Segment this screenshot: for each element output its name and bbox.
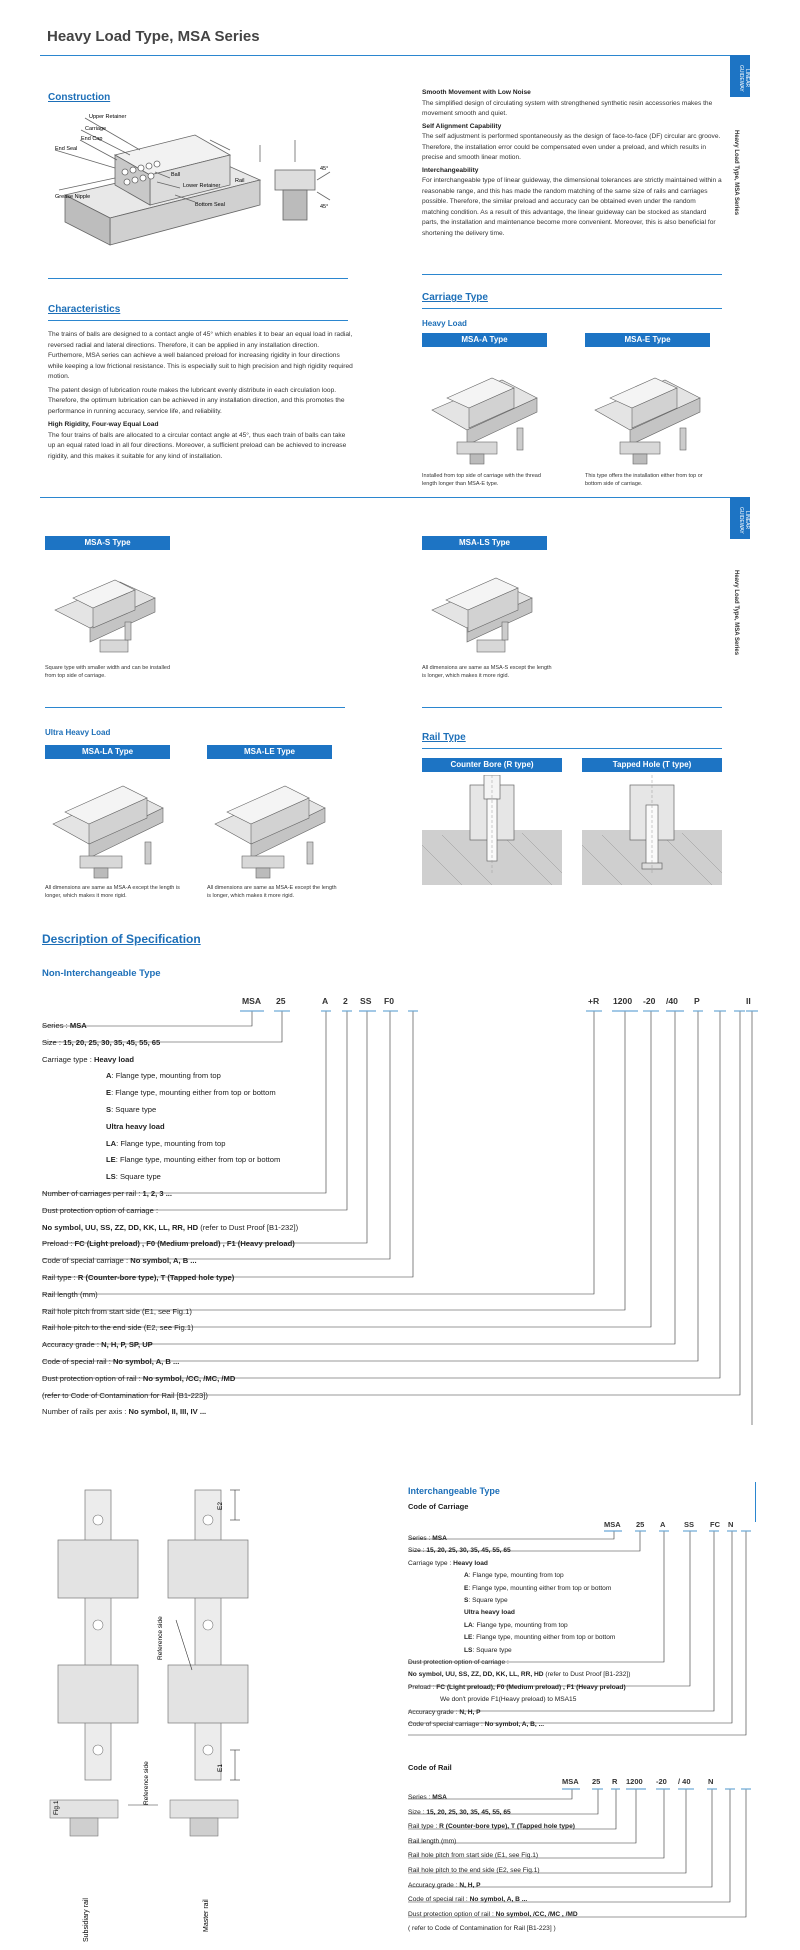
spec-value: (E1, see Fig.1)	[142, 1306, 192, 1316]
reference-side-label-bottom: Reference side	[143, 1761, 150, 1805]
spec-value: MSA	[69, 1021, 87, 1030]
label-upper-retainer: Upper Retainer	[89, 114, 127, 120]
ir-label: Size	[408, 1808, 421, 1816]
code-of-rail-heading: Code of Rail	[408, 1763, 452, 1772]
ir-code-e2: / 40	[678, 1777, 691, 1786]
characteristics-p3: The four trains of balls are allocated to a circular contact angle at 45°, thus each train of balls can take up an equal rated load in all four directions. Moreover, a sufficient preload can be achieved to increase rigidity, and this makes it suitable for any kind of installation.	[48, 431, 347, 460]
label-angle-bottom: 45°	[320, 204, 329, 210]
e1-label: E1	[217, 1764, 224, 1772]
spec-label: Ultra heavy load	[106, 1121, 165, 1131]
ultra-heavy-heading: Ultra Heavy Load	[45, 728, 111, 737]
ic-value: : Square type	[468, 1597, 508, 1605]
ir-code-type: R	[612, 1777, 618, 1786]
label-lower-retainer: Lower Retainer	[183, 183, 221, 189]
spec-value: No symbol, A, B ...	[130, 1256, 197, 1266]
spec-value: No symbol, II, III, IV ...	[128, 1407, 207, 1417]
ir-label: Series	[408, 1794, 427, 1801]
ic-label: Code of special carriage	[408, 1721, 480, 1729]
carriage-type-heading: Carriage Type	[422, 292, 488, 303]
ic-row-special-carriage: Code of special carriage : No symbol, A, B, ...	[408, 1721, 545, 1729]
ic-value: : Flange type, mounting from top	[472, 1621, 568, 1629]
spec-label: Rail type	[42, 1272, 72, 1282]
ir-label: Rail hole pitch to the end side	[408, 1866, 495, 1874]
interchangeable-marker	[755, 1482, 756, 1522]
spec-value: : Flange type, mounting either from top or bottom	[111, 1088, 276, 1098]
features-divider	[422, 274, 722, 275]
label-ball: Ball	[171, 172, 181, 178]
spec-value: 1, 2, 3 ...	[142, 1188, 173, 1198]
spec-label: (refer to Code of Contamination for Rail [B1-223])	[42, 1390, 208, 1400]
spec-row-accuracy: Accuracy grade : N, H, P, SP, UP	[42, 1340, 153, 1350]
spec-row-special-rail: Code of special rail : No symbol, A, B ...	[42, 1356, 180, 1366]
ic-label: LS	[464, 1646, 473, 1654]
ir-code-size: 25	[592, 1777, 601, 1786]
rail-type-divider	[422, 748, 722, 749]
spec-label: Series	[42, 1021, 64, 1030]
mid-divider	[40, 497, 730, 498]
tab-msa-e: MSA-E Type	[585, 333, 710, 347]
spec-label: E	[106, 1088, 112, 1098]
ic-value: FC (Light preload), F0 (Medium preload) , F1 (Heavy preload)	[436, 1683, 626, 1691]
spec-row-series: Series : MSA	[42, 1021, 87, 1030]
feature-1-title: Smooth Movement with Low Noise	[422, 89, 531, 96]
ir-code-accuracy: N	[708, 1777, 714, 1786]
feature-1-text: The simplified design of circulating system with strengthened synthetic resin accessories makes the movement smooth and quiet.	[422, 99, 713, 117]
ir-label: Code of special rail	[408, 1896, 465, 1904]
header-divider	[40, 55, 730, 56]
msa-ls-caption: All dimensions are same as MSA-S except the length is longer, which makes it more rigid.	[422, 665, 552, 679]
spec-label: Accuracy grade	[42, 1340, 95, 1350]
ir-label: Rail length (mm)	[408, 1837, 457, 1845]
code-dust: SS	[360, 996, 372, 1006]
code-preload: F0	[384, 996, 395, 1006]
ic-value: N, H, P	[459, 1708, 481, 1716]
rail-type-heading: Rail Type	[422, 732, 466, 743]
spec-row-preload: Preload : FC (Light preload) , F0 (Medium preload) , F1 (Heavy preload)	[42, 1239, 295, 1249]
ic-code-preload: FC	[710, 1520, 720, 1529]
ic-label: Ultra heavy load	[464, 1609, 515, 1617]
ic-row-carriage: Carriage type : Heavy load	[408, 1559, 488, 1567]
spec-value: : Flange type, mounting from top	[116, 1138, 226, 1148]
ir-row-size: Size : 15, 20, 25, 30, 35, 45, 55, 65	[408, 1808, 511, 1816]
feature-2	[422, 122, 722, 164]
msa-la-caption: All dimensions are same as MSA-A except the length is longer, which makes it more rigid.	[45, 885, 180, 899]
tab-msa-a: MSA-A Type	[422, 333, 547, 347]
spec-value: No symbol, A, B ...	[112, 1356, 180, 1366]
characteristics-p2: The patent design of lubrication route makes the lubricant evenly distribute in each circulation loop. Therefore, the optimum lubrication can be achieved in any installation direction, and this promotes the performance in running accuracy, service life, and reliability.	[48, 386, 345, 415]
ir-value: MSA	[432, 1794, 447, 1801]
code-e2: /40	[666, 996, 678, 1006]
label-angle-top: 45°	[320, 166, 329, 172]
ic-value: 15, 20, 25, 30, 35, 45, 55, 65	[426, 1547, 511, 1555]
ic-value: Heavy load	[453, 1559, 488, 1567]
fig1-drawing	[40, 1480, 250, 1950]
left-divider-2	[45, 707, 345, 708]
spec-connectors	[0, 1005, 800, 1425]
features-block	[422, 88, 722, 239]
spec-value: (refer to Dust Proof [B1-232])	[198, 1222, 299, 1232]
label-end-seal: End Seal	[55, 146, 78, 152]
characteristics-heading: Characteristics	[48, 304, 121, 315]
ir-code-e1: -20	[656, 1777, 667, 1786]
feature-3-text: For interchangeable type of linear guideway, the dimensional tolerances are strictly maintained within a reasonable range, and this has made the random matching of the same size of rails and carriages possible. Therefore, the similar preload and accuracy can be obtained even under the random matching condition. As a result of this advantage, the linear guideway can be stocked as standard parts, the installation and maintenance become more convenient. Moreover, this is also beneficial for shortening the delivery time.	[422, 177, 722, 237]
construction-diagram	[45, 110, 335, 260]
spec-value: FC (Light preload) , F0 (Medium preload) , F1 (Heavy preload)	[74, 1239, 295, 1249]
non-interchangeable-heading: Non-Interchangeable Type	[42, 968, 161, 979]
spec-value: N, H, P, SP, UP	[101, 1340, 153, 1350]
ir-row-special-rail: Code of special rail : No symbol, A, B ...	[408, 1896, 528, 1904]
spec-label: LE	[106, 1155, 116, 1165]
ic-code-accuracy: N	[728, 1520, 734, 1529]
msa-le-caption: All dimensions are same as MSA-E except the length is longer, which makes it more rigid.	[207, 885, 337, 899]
msa-ls-image	[422, 552, 547, 662]
ic-label: Series	[408, 1535, 427, 1542]
tab-msa-le: MSA-LE Type	[207, 745, 332, 759]
ir-label: Rail type	[408, 1823, 434, 1831]
ic-rail-connectors	[400, 1785, 760, 1945]
ir-value: (E1, see Fig.1)	[494, 1852, 539, 1860]
ic-value: MSA	[432, 1535, 447, 1542]
ir-label: Rail hole pitch from start side	[408, 1852, 494, 1860]
spec-value: 15, 20, 25, 30, 35, 45, 55, 65	[63, 1037, 161, 1047]
spec-row-special-carriage: Code of special carriage : No symbol, A, B ...	[42, 1256, 197, 1266]
characteristics-p3-title: High Rigidity, Four-way Equal Load	[48, 421, 159, 428]
ic-label: A	[464, 1572, 469, 1580]
fig1-label: Fig.1	[53, 1800, 60, 1815]
ic-label: Carriage type	[408, 1559, 448, 1567]
msa-la-image	[45, 762, 170, 882]
tab-msa-la: MSA-LA Type	[45, 745, 170, 759]
ir-value: 15, 20, 25, 30, 35, 45, 55, 65	[426, 1808, 511, 1816]
label-bottom-seal: Bottom Seal	[195, 202, 225, 208]
ir-row-accuracy: Accuracy grade : N, H, P	[408, 1881, 481, 1889]
label-grease-nipple: Grease Nipple	[55, 194, 91, 200]
code-size: 25	[276, 996, 286, 1006]
spec-label: LA	[106, 1138, 117, 1148]
spec-label: Number of carriages per rail	[42, 1188, 137, 1198]
characteristics-divider	[48, 320, 348, 321]
spec-label: Dust protection option of carriage	[42, 1205, 154, 1215]
spec-row-dust-carriage: Dust protection option of carriage :	[42, 1205, 159, 1215]
ic-label: We don't provide F1(Heavy preload) to MSA15	[440, 1696, 577, 1704]
tab-msa-s: MSA-S Type	[45, 536, 170, 550]
tab-msa-ls: MSA-LS Type	[422, 536, 547, 550]
code-rail-type: +R	[588, 996, 600, 1006]
ic-row-preload: Preload : FC (Light preload), F0 (Medium preload) , F1 (Heavy preload)	[408, 1683, 626, 1691]
code-of-carriage-heading: Code of Carriage	[408, 1502, 469, 1511]
spec-value: R (Counter-bore type), T (Tapped hole type)	[77, 1272, 235, 1282]
spec-value: Heavy load	[93, 1054, 135, 1064]
right-divider-2	[422, 707, 722, 708]
spec-label: Rail hole pitch to the end side	[42, 1323, 142, 1333]
ir-value: N, H, P	[459, 1881, 481, 1889]
side-tab-top: LINEAR GUIDEWAY	[730, 55, 750, 97]
ic-label: No symbol, UU, SS, ZZ, DD, KK, LL, RR, HD	[408, 1671, 544, 1679]
ir-value: (E2, see Fig.1)	[496, 1866, 540, 1874]
spec-value: (E2, see Fig.1)	[143, 1323, 194, 1333]
ir-row-dust: Dust protection option of rail : No symbol, /CC, /MC , /MD	[408, 1910, 578, 1918]
ic-value: : Square type	[472, 1646, 512, 1654]
ic-label: Dust protection option of carriage	[408, 1659, 506, 1667]
code-rails: II	[746, 996, 751, 1006]
spec-label: A	[106, 1071, 112, 1081]
ir-row-series: Series : MSA	[408, 1794, 447, 1801]
spec-row-rail-type: Rail type : R (Counter-bore type), T (Tapped hole type)	[42, 1272, 235, 1282]
ir-row-rail-type: Rail type : R (Counter-bore type), T (Tapped hole type)	[408, 1823, 575, 1831]
ic-label: E	[464, 1584, 469, 1592]
ic-label: LE	[464, 1634, 473, 1642]
feature-3	[422, 166, 722, 240]
heavy-load-heading: Heavy Load	[422, 319, 467, 328]
spec-value: No symbol, /CC, /MC, /MD	[142, 1373, 236, 1383]
msa-s-image	[45, 552, 170, 662]
code-e1: -20	[643, 996, 656, 1006]
ir-value: No symbol, /CC, /MC , /MD	[495, 1910, 578, 1918]
side-label-top: Heavy Load Type, MSA Series	[733, 130, 739, 216]
characteristics-p1: The trains of balls are designed to a contact angle of 45° which enables it to bear an equal load in radial, reversed radial and lateral directions. Therefore, it can be applied in any installation direction. Furthemore, MSA series can achieve a well balanced preload for increasing rigidity in four directions while keeping a low frictional resistance. This is especially suit to high precision and high rigidity required motion.	[48, 331, 353, 380]
ic-value: : Flange type, mounting from top	[468, 1572, 564, 1580]
spec-label: Code of special rail	[42, 1356, 107, 1366]
ic-value: No symbol, A, B, ...	[484, 1721, 545, 1729]
reference-side-label-top: Reference side	[157, 1616, 164, 1660]
ic-code-type: A	[660, 1520, 666, 1529]
ic-value: (refer to Dust Proof [B1-232])	[543, 1671, 631, 1679]
spec-value: : Flange type, mounting from top	[111, 1071, 221, 1081]
msa-a-caption: Installed from top side of carriage with the thread length longer than MSA-E type.	[422, 473, 541, 487]
spec-row-dust-rail: Dust protection option of rail : No symbol, /CC, /MC, /MD	[42, 1373, 236, 1383]
construction-heading: Construction	[48, 92, 111, 103]
ic-label: S	[464, 1597, 469, 1605]
ir-code-msa: MSA	[562, 1777, 579, 1786]
subsidiary-rail-label: Subsidiary rail	[83, 1898, 90, 1942]
tab-counter-bore: Counter Bore (R type)	[422, 758, 562, 772]
ic-label: Accuracy grade	[408, 1708, 454, 1716]
ic-code-size: 25	[636, 1520, 645, 1529]
spec-label: Rail length (mm)	[42, 1289, 98, 1299]
ir-code-length: 1200	[626, 1777, 643, 1786]
spec-label: Number of rails per axis	[42, 1407, 123, 1417]
ir-label: Accuracy grade	[408, 1881, 454, 1889]
counter-bore-image	[422, 775, 562, 885]
spec-label: No symbol, UU, SS, ZZ, DD, KK, LL, RR, HD	[42, 1222, 199, 1232]
spec-label: Code of special carriage	[42, 1256, 124, 1266]
page-title: Heavy Load Type, MSA Series	[47, 28, 260, 45]
tab-tapped-hole: Tapped Hole (T type)	[582, 758, 722, 772]
feature-2-title: Self Alignment Capability	[422, 122, 502, 130]
tapped-hole-image	[582, 775, 722, 885]
ir-value: R (Counter-bore type), T (Tapped hole type)	[439, 1823, 575, 1831]
code-accuracy: P	[694, 996, 700, 1006]
ic-value: : Flange type, mounting either from top or bottom	[468, 1584, 612, 1592]
ic-carriage-connectors	[400, 1527, 760, 1747]
feature-1	[422, 88, 722, 120]
spec-label: S	[106, 1104, 112, 1114]
label-end-cap: End Cap	[81, 136, 103, 142]
spec-heading: Description of Specification	[42, 932, 201, 946]
spec-label: Rail hole pitch from start side	[42, 1306, 140, 1316]
spec-label: Size	[42, 1037, 57, 1047]
ic-code-dust: SS	[684, 1520, 695, 1529]
ir-label: ( refer to Code of Contamination for Rail [B1-223] )	[408, 1925, 556, 1933]
spec-label: LS	[106, 1172, 116, 1182]
carriage-type-divider	[422, 308, 722, 309]
master-rail-label: Master rail	[203, 1899, 210, 1932]
msa-a-image	[422, 350, 547, 470]
code-length: 1200	[613, 996, 633, 1006]
ic-label: Size	[408, 1547, 421, 1555]
ir-value: No symbol, A, B ...	[469, 1896, 528, 1904]
spec-label: Carriage type	[42, 1054, 88, 1064]
ic-row-accuracy: Accuracy grade : N, H, P	[408, 1708, 481, 1716]
interchangeable-heading: Interchangeable Type	[408, 1486, 500, 1496]
ic-code-msa: MSA	[604, 1520, 621, 1529]
ic-row-size: Size : 15, 20, 25, 30, 35, 45, 55, 65	[408, 1547, 511, 1555]
characteristics-body	[48, 330, 353, 462]
spec-value: : Flange type, mounting either from top or bottom	[115, 1155, 281, 1165]
ic-label: Preload	[408, 1683, 431, 1691]
feature-2-text: The self adjustment is performed spontaneously as the design of face-to-face (DF) circular arc groove. Therefore, the installation error could be compensated even under a preload, and which results in precise and smooth linear motion.	[422, 133, 721, 161]
msa-le-image	[207, 762, 332, 882]
spec-value: : Square type	[111, 1104, 157, 1114]
code-carriage: A	[322, 996, 329, 1006]
msa-e-image	[585, 350, 710, 470]
feature-3-title: Interchangeability	[422, 166, 479, 174]
msa-e-caption: This type offers the installation either from top or bottom side of carriage.	[585, 473, 703, 487]
spec-row-carriage: Carriage type : Heavy load	[42, 1054, 135, 1064]
code-number: 2	[343, 996, 348, 1006]
spec-label: Dust protection option of rail	[42, 1373, 137, 1383]
side-tab-bottom: LINEAR GUIDEWAY	[730, 497, 750, 539]
msa-s-caption: Square type with smaller width and can be installed from top side of carriage.	[45, 665, 171, 679]
construction-divider	[48, 278, 348, 279]
ic-value: : Flange type, mounting either from top or bottom	[472, 1634, 616, 1642]
spec-value: : Square type	[115, 1172, 161, 1182]
spec-label: Preload	[42, 1239, 69, 1249]
spec-row-rails-per-axis: Number of rails per axis : No symbol, II, III, IV ...	[42, 1407, 207, 1417]
ic-label: LA	[464, 1621, 473, 1629]
ic-row-dust: Dust protection option of carriage :	[408, 1659, 509, 1667]
e2-label: E2	[217, 1502, 224, 1510]
ic-row-series: Series : MSA	[408, 1535, 447, 1542]
side-label-bottom: Heavy Load Type, MSA Series	[733, 570, 739, 656]
spec-row-size: Size : 15, 20, 25, 30, 35, 45, 55, 65	[42, 1037, 161, 1047]
code-msa: MSA	[242, 996, 262, 1006]
label-rail: Rail	[235, 178, 245, 184]
spec-row-carriages-per-rail: Number of carriages per rail : 1, 2, 3 ...	[42, 1188, 173, 1198]
ir-label: Dust protection option of rail	[408, 1910, 491, 1918]
label-carriage: Carriage	[85, 126, 107, 132]
